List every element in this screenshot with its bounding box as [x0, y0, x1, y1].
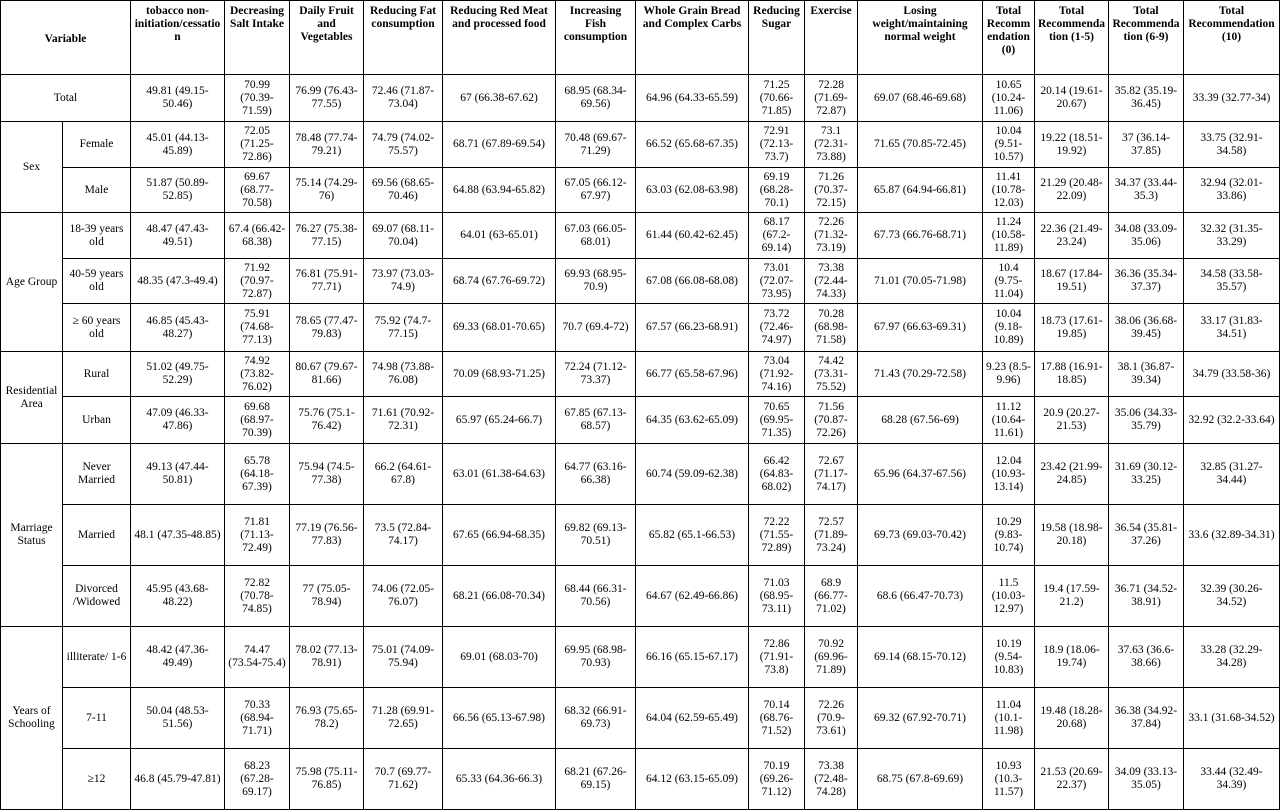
table-cell: 73.97 (73.03-74.9)	[364, 259, 443, 304]
row-label: Female	[63, 122, 131, 168]
table-cell: 33.28 (32.29-34.28)	[1184, 627, 1280, 688]
row-label: Divorced /Widowed	[63, 566, 131, 627]
header-tobacco: tobacco non-initiation/cessation	[131, 1, 225, 75]
table-cell: 66.77 (65.58-67.96)	[636, 352, 749, 397]
header-weight: Losing weight/maintaining normal weight	[858, 1, 983, 75]
table-cell: 11.12 (10.64-11.61)	[983, 397, 1035, 444]
table-cell: 66.2 (64.61-67.8)	[364, 444, 443, 505]
table-cell: 75.94 (74.5-77.38)	[290, 444, 364, 505]
table-cell: 10.04 (9.51-10.57)	[983, 122, 1035, 168]
table-cell: 64.67 (62.49-66.86)	[636, 566, 749, 627]
row-label: ≥ 60 years old	[63, 304, 131, 352]
table-cell: 10.65 (10.24-11.06)	[983, 75, 1035, 122]
table-cell: 36.71 (34.52-38.91)	[1109, 566, 1184, 627]
table-cell: 71.65 (70.85-72.45)	[858, 122, 983, 168]
table-row	[1, 75, 1280, 122]
table-cell: 33.75 (32.91-34.58)	[1184, 122, 1280, 168]
table-cell: 72.24 (71.12-73.37)	[556, 352, 636, 397]
table-cell: 70.99 (70.39-71.59)	[225, 75, 290, 122]
table-cell: 69.56 (68.65-70.46)	[364, 168, 443, 213]
table-cell: 75.98 (75.11-76.85)	[290, 749, 364, 810]
table-cell: 72.05 (71.25-72.86)	[225, 122, 290, 168]
table-cell: 18.67 (17.84-19.51)	[1035, 259, 1109, 304]
table-cell: 71.26 (70.37-72.15)	[805, 168, 858, 213]
row-label: ≥12	[63, 749, 131, 810]
table-cell: 64.04 (62.59-65.49)	[636, 688, 749, 749]
table-cell: 48.35 (47.3-49.4)	[131, 259, 225, 304]
table-cell: 65.78 (64.18-67.39)	[225, 444, 290, 505]
header-fruit-veg: Daily Fruit and Vegetables	[290, 1, 364, 75]
table-cell: 48.47 (47.43-49.51)	[131, 213, 225, 259]
table-cell: 61.44 (60.42-62.45)	[636, 213, 749, 259]
total-label: Total	[1, 75, 131, 122]
table-cell: 17.88 (16.91-18.85)	[1035, 352, 1109, 397]
row-label: Male	[63, 168, 131, 213]
table-cell: 65.33 (64.36-66.3)	[443, 749, 556, 810]
table-cell: 48.42 (47.36-49.49)	[131, 627, 225, 688]
table-cell: 33.39 (32.77-34)	[1184, 75, 1280, 122]
table-cell: 66.52 (65.68-67.35)	[636, 122, 749, 168]
table-cell: 73.38 (72.48-74.28)	[805, 749, 858, 810]
table-cell: 69.32 (67.92-70.71)	[858, 688, 983, 749]
table-cell: 72.67 (71.17-74.17)	[805, 444, 858, 505]
table-cell: 70.28 (68.98-71.58)	[805, 304, 858, 352]
table-cell: 71.01 (70.05-71.98)	[858, 259, 983, 304]
table-cell: 73.04 (71.92-74.16)	[749, 352, 805, 397]
table-cell: 69.14 (68.15-70.12)	[858, 627, 983, 688]
table-cell: 64.77 (63.16-66.38)	[556, 444, 636, 505]
table-cell: 66.56 (65.13-67.98)	[443, 688, 556, 749]
table-cell: 64.96 (64.33-65.59)	[636, 75, 749, 122]
table-cell: 74.42 (73.31-75.52)	[805, 352, 858, 397]
table-cell: 37.63 (36.6-38.66)	[1109, 627, 1184, 688]
table-cell: 71.92 (70.97-72.87)	[225, 259, 290, 304]
table-cell: 73.01 (72.07-73.95)	[749, 259, 805, 304]
header-variable: Variable	[1, 1, 131, 75]
table-cell: 68.44 (66.31-70.56)	[556, 566, 636, 627]
table-cell: 10.04 (9.18-10.89)	[983, 304, 1035, 352]
group-label: Residential Area	[1, 352, 63, 444]
header-fish: Increasing Fish consumption	[556, 1, 636, 75]
table-cell: 23.42 (21.99-24.85)	[1035, 444, 1109, 505]
table-cell: 70.65 (69.95-71.35)	[749, 397, 805, 444]
table-cell: 64.12 (63.15-65.09)	[636, 749, 749, 810]
table-cell: 68.9 (66.77-71.02)	[805, 566, 858, 627]
table-cell: 37 (36.14-37.85)	[1109, 122, 1184, 168]
table-cell: 78.48 (77.74-79.21)	[290, 122, 364, 168]
table-cell: 51.02 (49.75-52.29)	[131, 352, 225, 397]
table-cell: 34.37 (33.44-35.3)	[1109, 168, 1184, 213]
table-cell: 18.9 (18.06-19.74)	[1035, 627, 1109, 688]
table-cell: 63.01 (61.38-64.63)	[443, 444, 556, 505]
table-cell: 76.27 (75.38-77.15)	[290, 213, 364, 259]
table-cell: 66.42 (64.83-68.02)	[749, 444, 805, 505]
table-cell: 10.19 (9.54-10.83)	[983, 627, 1035, 688]
table-row	[1, 627, 1280, 688]
table-cell: 72.22 (71.55-72.89)	[749, 505, 805, 566]
table-cell: 32.92 (32.2-33.64)	[1184, 397, 1280, 444]
header-total-10: Total Recommendation (10)	[1184, 1, 1280, 75]
group-label: Marriage Status	[1, 444, 63, 627]
table-cell: 10.4 (9.75-11.04)	[983, 259, 1035, 304]
table-cell: 34.08 (33.09-35.06)	[1109, 213, 1184, 259]
header-total-0: Total Recommendation (0)	[983, 1, 1035, 75]
table-cell: 19.4 (17.59-21.2)	[1035, 566, 1109, 627]
table-cell: 67.05 (66.12-67.97)	[556, 168, 636, 213]
table-cell: 70.92 (69.96-71.89)	[805, 627, 858, 688]
table-cell: 72.26 (71.32-73.19)	[805, 213, 858, 259]
table-cell: 68.21 (67.26-69.15)	[556, 749, 636, 810]
table-cell: 71.43 (70.29-72.58)	[858, 352, 983, 397]
table-cell: 32.39 (30.26-34.52)	[1184, 566, 1280, 627]
header-red-meat: Reducing Red Meat and processed food	[443, 1, 556, 75]
row-label: 18-39 years old	[63, 213, 131, 259]
table-cell: 70.09 (68.93-71.25)	[443, 352, 556, 397]
header-whole-grain: Whole Grain Bread and Complex Carbs	[636, 1, 749, 75]
table-cell: 68.95 (68.34-69.56)	[556, 75, 636, 122]
table-cell: 67.57 (66.23-68.91)	[636, 304, 749, 352]
table-cell: 67.4 (66.42-68.38)	[225, 213, 290, 259]
table-cell: 66.16 (65.15-67.17)	[636, 627, 749, 688]
table-cell: 35.82 (35.19-36.45)	[1109, 75, 1184, 122]
table-cell: 80.67 (79.67-81.66)	[290, 352, 364, 397]
table-cell: 69.68 (68.97-70.39)	[225, 397, 290, 444]
header-fat: Reducing Fat consumption	[364, 1, 443, 75]
table-cell: 36.36 (35.34-37.37)	[1109, 259, 1184, 304]
table-cell: 32.85 (31.27-34.44)	[1184, 444, 1280, 505]
table-cell: 38.1 (36.87-39.34)	[1109, 352, 1184, 397]
table-cell: 71.03 (68.95-73.11)	[749, 566, 805, 627]
table-cell: 49.13 (47.44-50.81)	[131, 444, 225, 505]
table-cell: 51.87 (50.89-52.85)	[131, 168, 225, 213]
table-cell: 72.91 (72.13-73.7)	[749, 122, 805, 168]
table-cell: 69.82 (69.13-70.51)	[556, 505, 636, 566]
table-cell: 74.06 (72.05-76.07)	[364, 566, 443, 627]
table-cell: 47.09 (46.33-47.86)	[131, 397, 225, 444]
table-cell: 34.09 (33.13-35.05)	[1109, 749, 1184, 810]
table-cell: 71.56 (70.87-72.26)	[805, 397, 858, 444]
group-label: Years of Schooling	[1, 627, 63, 810]
table-row	[1, 505, 1280, 566]
table-row	[1, 259, 1280, 304]
table-cell: 72.46 (71.87-73.04)	[364, 75, 443, 122]
table-cell: 69.67 (68.77-70.58)	[225, 168, 290, 213]
table-cell: 69.95 (68.98-70.93)	[556, 627, 636, 688]
table-cell: 49.81 (49.15-50.46)	[131, 75, 225, 122]
table-cell: 71.61 (70.92-72.31)	[364, 397, 443, 444]
table-cell: 11.41 (10.78-12.03)	[983, 168, 1035, 213]
table-cell: 76.93 (75.65-78.2)	[290, 688, 364, 749]
table-cell: 77 (75.05-78.94)	[290, 566, 364, 627]
table-cell: 22.36 (21.49-23.24)	[1035, 213, 1109, 259]
header-salt: Decreasing Salt Intake	[225, 1, 290, 75]
table-cell: 71.28 (69.91-72.65)	[364, 688, 443, 749]
table-cell: 48.1 (47.35-48.85)	[131, 505, 225, 566]
table-row	[1, 168, 1280, 213]
header-total-1-5: Total Recommendation (1-5)	[1035, 1, 1109, 75]
table-cell: 75.76 (75.1-76.42)	[290, 397, 364, 444]
table-cell: 12.04 (10.93-13.14)	[983, 444, 1035, 505]
table-cell: 10.29 (9.83-10.74)	[983, 505, 1035, 566]
table-cell: 64.01 (63-65.01)	[443, 213, 556, 259]
table-cell: 70.14 (68.76-71.52)	[749, 688, 805, 749]
table-cell: 73.5 (72.84-74.17)	[364, 505, 443, 566]
table-cell: 74.47 (73.54-75.4)	[225, 627, 290, 688]
table-cell: 60.74 (59.09-62.38)	[636, 444, 749, 505]
table-row	[1, 566, 1280, 627]
table-cell: 67.73 (66.76-68.71)	[858, 213, 983, 259]
table-cell: 20.9 (20.27-21.53)	[1035, 397, 1109, 444]
table-cell: 69.33 (68.01-70.65)	[443, 304, 556, 352]
table-cell: 19.48 (18.28-20.68)	[1035, 688, 1109, 749]
table-cell: 36.38 (34.92-37.84)	[1109, 688, 1184, 749]
table-cell: 68.28 (67.56-69)	[858, 397, 983, 444]
table-cell: 74.79 (74.02-75.57)	[364, 122, 443, 168]
row-label: illiterate/ 1-6	[63, 627, 131, 688]
table-cell: 11.5 (10.03-12.97)	[983, 566, 1035, 627]
table-cell: 11.04 (10.1-11.98)	[983, 688, 1035, 749]
table-cell: 69.19 (68.28-70.1)	[749, 168, 805, 213]
table-cell: 69.01 (68.03-70)	[443, 627, 556, 688]
table-cell: 20.14 (19.61-20.67)	[1035, 75, 1109, 122]
table-cell: 70.33 (68.94-71.71)	[225, 688, 290, 749]
table-row	[1, 213, 1280, 259]
table-cell: 21.53 (20.69-22.37)	[1035, 749, 1109, 810]
group-label: Sex	[1, 122, 63, 213]
row-label: 40-59 years old	[63, 259, 131, 304]
table-row	[1, 444, 1280, 505]
table-header	[1, 1, 1280, 75]
table-cell: 73.1 (72.31-73.88)	[805, 122, 858, 168]
table-cell: 68.75 (67.8-69.69)	[858, 749, 983, 810]
table-cell: 70.7 (69.4-72)	[556, 304, 636, 352]
table-cell: 69.73 (69.03-70.42)	[858, 505, 983, 566]
table-cell: 65.96 (64.37-67.56)	[858, 444, 983, 505]
table-row	[1, 122, 1280, 168]
table-cell: 18.73 (17.61-19.85)	[1035, 304, 1109, 352]
group-label: Age Group	[1, 213, 63, 352]
table-cell: 70.19 (69.26-71.12)	[749, 749, 805, 810]
table-cell: 65.87 (64.94-66.81)	[858, 168, 983, 213]
table-cell: 69.93 (68.95-70.9)	[556, 259, 636, 304]
table-cell: 69.07 (68.46-69.68)	[858, 75, 983, 122]
table-cell: 65.82 (65.1-66.53)	[636, 505, 749, 566]
table-cell: 67.97 (66.63-69.31)	[858, 304, 983, 352]
table-cell: 33.17 (31.83-34.51)	[1184, 304, 1280, 352]
row-label: Married	[63, 505, 131, 566]
table-cell: 9.23 (8.5-9.96)	[983, 352, 1035, 397]
table-cell: 33.1 (31.68-34.52)	[1184, 688, 1280, 749]
table-cell: 72.57 (71.89-73.24)	[805, 505, 858, 566]
table-cell: 72.82 (70.78-74.85)	[225, 566, 290, 627]
row-label: 7-11	[63, 688, 131, 749]
table-cell: 76.99 (76.43-77.55)	[290, 75, 364, 122]
table-cell: 73.38 (72.44-74.33)	[805, 259, 858, 304]
table-row	[1, 304, 1280, 352]
table-cell: 46.8 (45.79-47.81)	[131, 749, 225, 810]
table-cell: 45.01 (44.13-45.89)	[131, 122, 225, 168]
table-cell: 19.22 (18.51-19.92)	[1035, 122, 1109, 168]
table-cell: 72.86 (71.91-73.8)	[749, 627, 805, 688]
table-cell: 75.92 (74.7-77.15)	[364, 304, 443, 352]
header-exercise: Exercise	[805, 1, 858, 75]
table-cell: 71.25 (70.66-71.85)	[749, 75, 805, 122]
table-row	[1, 397, 1280, 444]
table-cell: 72.26 (70.9-73.61)	[805, 688, 858, 749]
header-total-6-9: Total Recommendation (6-9)	[1109, 1, 1184, 75]
table-cell: 68.32 (66.91-69.73)	[556, 688, 636, 749]
table-cell: 67.03 (66.05-68.01)	[556, 213, 636, 259]
table-cell: 36.54 (35.81-37.26)	[1109, 505, 1184, 566]
table-cell: 64.35 (63.62-65.09)	[636, 397, 749, 444]
table-cell: 68.23 (67.28-69.17)	[225, 749, 290, 810]
table-body	[1, 75, 1280, 810]
table-cell: 32.94 (32.01-33.86)	[1184, 168, 1280, 213]
table-cell: 67 (66.38-67.62)	[443, 75, 556, 122]
header-sugar: Reducing Sugar	[749, 1, 805, 75]
table-row	[1, 749, 1280, 810]
table-cell: 70.7 (69.77-71.62)	[364, 749, 443, 810]
table-cell: 38.06 (36.68-39.45)	[1109, 304, 1184, 352]
table-cell: 68.71 (67.89-69.54)	[443, 122, 556, 168]
table-cell: 68.6 (66.47-70.73)	[858, 566, 983, 627]
table-cell: 46.85 (45.43-48.27)	[131, 304, 225, 352]
table-cell: 64.88 (63.94-65.82)	[443, 168, 556, 213]
table-cell: 68.17 (67.2-69.14)	[749, 213, 805, 259]
table-cell: 65.97 (65.24-66.7)	[443, 397, 556, 444]
table-cell: 74.92 (73.82-76.02)	[225, 352, 290, 397]
table-cell: 77.19 (76.56-77.83)	[290, 505, 364, 566]
table-row	[1, 688, 1280, 749]
table-cell: 63.03 (62.08-63.98)	[636, 168, 749, 213]
table-cell: 21.29 (20.48-22.09)	[1035, 168, 1109, 213]
table-cell: 34.79 (33.58-36)	[1184, 352, 1280, 397]
table-cell: 75.91 (74.68-77.13)	[225, 304, 290, 352]
table-cell: 67.08 (66.08-68.08)	[636, 259, 749, 304]
table-cell: 34.58 (33.58-35.57)	[1184, 259, 1280, 304]
row-label: Rural	[63, 352, 131, 397]
table-cell: 11.24 (10.58-11.89)	[983, 213, 1035, 259]
table-cell: 67.85 (67.13-68.57)	[556, 397, 636, 444]
table-cell: 35.06 (34.33-35.79)	[1109, 397, 1184, 444]
table-cell: 68.21 (66.08-70.34)	[443, 566, 556, 627]
table-cell: 72.28 (71.69-72.87)	[805, 75, 858, 122]
table-cell: 45.95 (43.68-48.22)	[131, 566, 225, 627]
table-cell: 74.98 (73.88-76.08)	[364, 352, 443, 397]
table-cell: 32.32 (31.35-33.29)	[1184, 213, 1280, 259]
table-cell: 76.81 (75.91-77.71)	[290, 259, 364, 304]
table-cell: 50.04 (48.53-51.56)	[131, 688, 225, 749]
table-cell: 70.48 (69.67-71.29)	[556, 122, 636, 168]
table-cell: 31.69 (30.12-33.25)	[1109, 444, 1184, 505]
table-cell: 75.14 (74.29-76)	[290, 168, 364, 213]
table-cell: 33.44 (32.49-34.39)	[1184, 749, 1280, 810]
table-cell: 78.65 (77.47-79.83)	[290, 304, 364, 352]
table-cell: 19.58 (18.98-20.18)	[1035, 505, 1109, 566]
table-cell: 75.01 (74.09-75.94)	[364, 627, 443, 688]
table-row	[1, 352, 1280, 397]
row-label: Urban	[63, 397, 131, 444]
table-cell: 67.65 (66.94-68.35)	[443, 505, 556, 566]
table-cell: 73.72 (72.46-74.97)	[749, 304, 805, 352]
table-cell: 68.74 (67.76-69.72)	[443, 259, 556, 304]
table-cell: 33.6 (32.89-34.31)	[1184, 505, 1280, 566]
table-cell: 69.07 (68.11-70.04)	[364, 213, 443, 259]
table-cell: 71.81 (71.13-72.49)	[225, 505, 290, 566]
table-cell: 78.02 (77.13-78.91)	[290, 627, 364, 688]
row-label: Never Married	[63, 444, 131, 505]
table-cell: 10.93 (10.3-11.57)	[983, 749, 1035, 810]
